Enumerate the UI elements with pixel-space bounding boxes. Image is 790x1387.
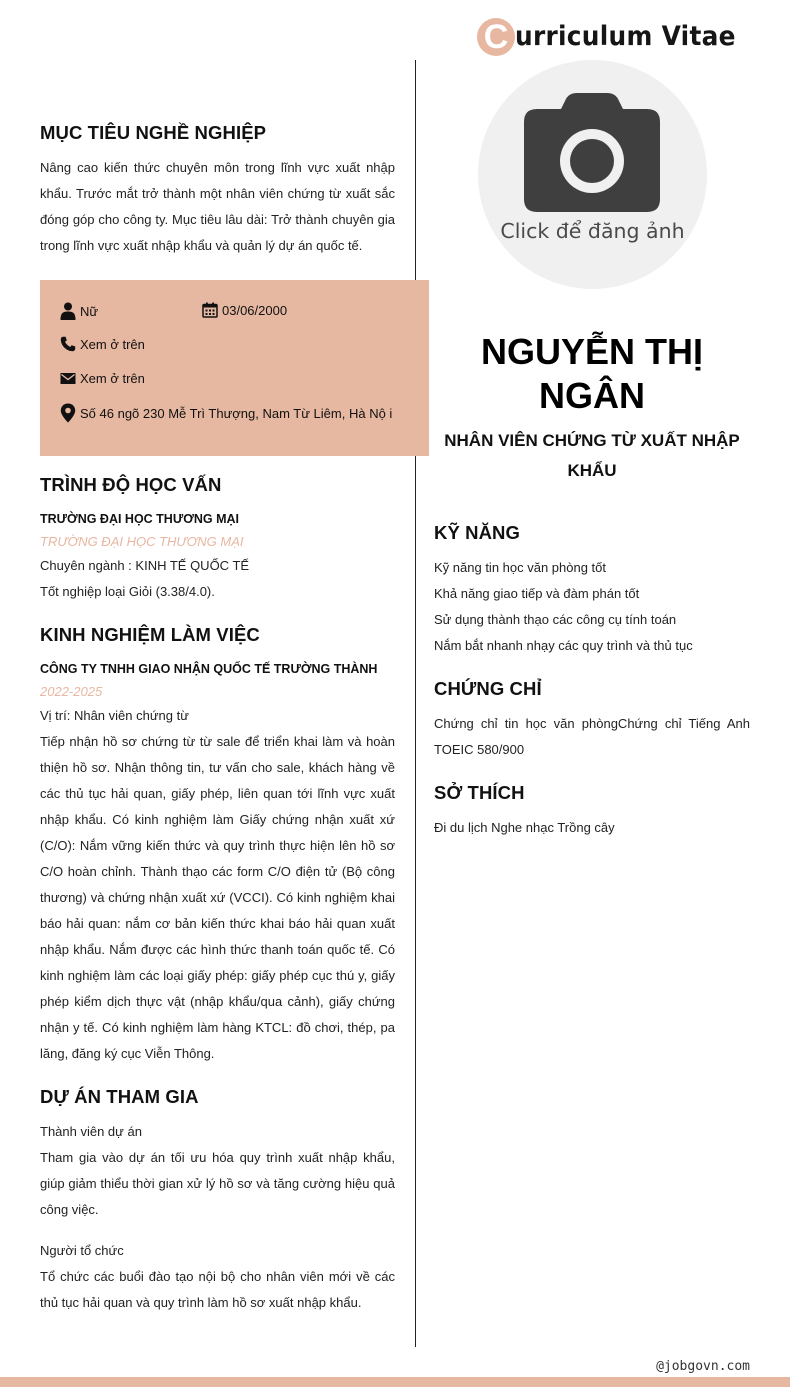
calendar-icon <box>202 302 218 318</box>
skill-item: Khả năng giao tiếp và đàm phán tốt <box>434 586 640 601</box>
person-icon <box>60 302 76 320</box>
footer-bar <box>0 1377 790 1387</box>
address-text: Số 46 ngõ 230 Mễ Trì Thượng, Nam Từ Liêm, Hà Nộ i <box>80 405 393 421</box>
logo-letter: C <box>477 18 515 56</box>
location-icon <box>60 403 76 423</box>
hobbies-title: SỞ THÍCH <box>434 782 525 803</box>
education-school-sub: TRƯỜNG ĐẠI HỌC THƯƠNG MẠI <box>40 534 244 549</box>
experience-position: Vị trí: Nhân viên chứng từ <box>40 708 189 723</box>
contact-info-box <box>40 280 429 456</box>
projects-title: DỰ ÁN THAM GIA <box>40 1086 199 1107</box>
experience-company: CÔNG TY TNHH GIAO NHẬN QUỐC TẾ TRƯỜNG THÀNH <box>40 662 378 676</box>
education-major: Chuyên ngành : KINH TẾ QUỐC TẾ <box>40 558 250 573</box>
email-icon <box>60 370 76 386</box>
cv-logo <box>477 18 736 58</box>
birthdate-text: 03/06/2000 <box>222 302 288 318</box>
certificates-text: Chứng chỉ tin học văn phòngChứng chỉ Tiếng Anh TOEIC 580/900 <box>434 716 750 757</box>
education-school: TRƯỜNG ĐẠI HỌC THƯƠNG MẠI <box>40 512 239 526</box>
hobbies-text: Đi du lịch Nghe nhạc Trồng cây <box>434 820 615 835</box>
photo-upload-label: Click để đăng ảnh <box>500 219 685 243</box>
phone-icon <box>60 336 76 352</box>
project-text: Tham gia vào dự án tối ưu hóa quy trình xuất nhập khẩu, giúp giảm thiểu thời gian xử lý hồ sơ và tăng cường hiệu quả công việc. <box>40 1150 395 1217</box>
gender-info <box>60 302 98 320</box>
gender-text: Nữ <box>80 303 99 319</box>
experience-title: KINH NGHIỆM LÀM VIỆC <box>40 624 260 645</box>
job-title <box>440 426 744 486</box>
phone-info <box>60 336 145 352</box>
photo-upload[interactable] <box>478 60 707 289</box>
experience-description: Tiếp nhận hồ sơ chứng từ từ sale để triển khai làm và hoàn thiện hồ sơ. Nhận thông tin, tư vấn cho sale, khách hàng về các thủ tục hải quan, giấy phép, liên quan tới lĩnh vực xuất nhập khẩu. Có kinh nghiệm làm Giấy chứng nhận xuất xứ (C/O): Nắm vững kiến thức và quy trình thực hiện lên hồ sơ C/O hoàn chỉnh. Thành thạo các form C/O điện tử (Bộ công thương) và chứng nhận xuất xứ (VCCI). Có kinh nghiệm khai báo hải quan: nắm cơ bản kiến thức khai báo hải quan xuất nhập khẩu. Nắm được các hình thức thanh toán quốc tế. Có kinh nghiệm làm các loại giấy phép: giấy phép cục thú y, giấy phép kiểm dịch thực vật (nhập khẩu/qua cảnh), giấy chứng nhận y tế. Có kinh nghiệm làm hàng KTCL: đồ chơi, thép, pa lăng, đăng ký cục Viễn Thông. <box>40 734 395 1061</box>
project-text: Tổ chức các buổi đào tạo nội bộ cho nhân viên mới về các thủ tục hải quan và quy trình làm hồ sơ xuất nhập khẩu. <box>40 1269 395 1310</box>
address-info <box>60 403 392 423</box>
logo-text: urriculum Vitae <box>515 21 736 52</box>
email-info <box>60 370 145 386</box>
candidate-name <box>440 330 744 418</box>
experience-period: 2022-2025 <box>40 684 103 699</box>
job-title-line: NHÂN VIÊN CHỨNG TỪ XUẤT NHẬP <box>444 431 740 450</box>
column-divider <box>415 60 416 1347</box>
project-role: Thành viên dự án <box>40 1124 142 1139</box>
footer-watermark: @jobgovn.com <box>656 1359 750 1374</box>
education-title: TRÌNH ĐỘ HỌC VẤN <box>40 474 222 495</box>
name-line: NGUYỄN THỊ <box>480 331 703 372</box>
birthdate-info <box>202 302 287 318</box>
education-grade: Tốt nghiệp loại Giỏi (3.38/4.0). <box>40 584 215 599</box>
skills-title: KỸ NĂNG <box>434 522 521 543</box>
email-text: Xem ở trên <box>80 370 145 386</box>
phone-text: Xem ở trên <box>80 336 145 352</box>
project-role: Người tổ chức <box>40 1243 124 1258</box>
name-line: NGÂN <box>539 375 645 416</box>
skill-item: Nắm bắt nhanh nhạy các quy trình và thủ tục <box>434 638 693 653</box>
objective-title: MỤC TIÊU NGHỀ NGHIỆP <box>40 122 267 143</box>
job-title-line: KHẨU <box>567 461 617 480</box>
skill-item: Sử dụng thành thạo các công cụ tính toán <box>434 612 677 627</box>
objective-text: Nâng cao kiến thức chuyên môn trong lĩnh vực xuất nhập khẩu. Trước mắt trở thành một nhân viên chứng từ xuất sắc đóng góp cho công ty. Mục tiêu lâu dài: Trở thành chuyên gia trong lĩnh vực xuất nhập khẩu và quản lý dự án quốc tế. <box>40 160 395 253</box>
camera-icon <box>523 93 661 213</box>
certificates-title: CHỨNG CHỈ <box>434 678 542 699</box>
skill-item: Kỹ năng tin học văn phòng tốt <box>434 560 607 575</box>
